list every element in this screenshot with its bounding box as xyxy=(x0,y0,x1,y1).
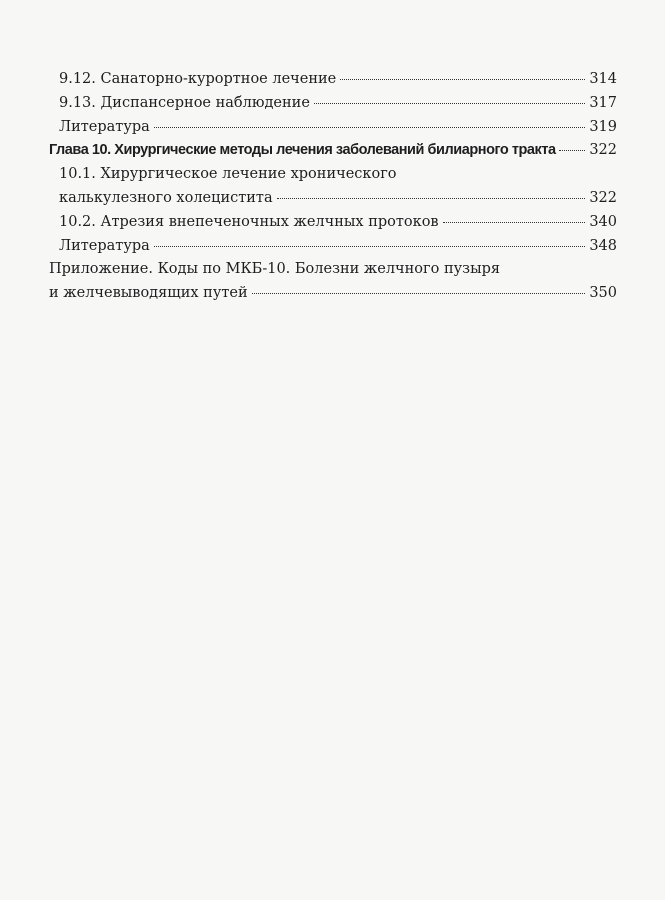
toc-entry-9-12[interactable] xyxy=(49,68,617,92)
toc-entry-literature-ch9[interactable] xyxy=(49,116,617,140)
dot-leader xyxy=(314,103,585,104)
toc-entry-page: 322 xyxy=(589,142,617,159)
toc-entry-title: 10.2. Атрезия внепеченочных желчных протоков xyxy=(59,213,439,230)
dot-leader xyxy=(154,246,586,247)
toc-entry-title: Литература xyxy=(59,118,150,135)
dot-leader xyxy=(559,150,586,151)
toc-entry-title: 9.13. Диспансерное наблюдение xyxy=(59,94,310,111)
toc-entry-page: 319 xyxy=(589,118,617,135)
toc-entry-title: 9.12. Санаторно-курортное лечение xyxy=(59,71,337,87)
toc-entry-9-13[interactable] xyxy=(49,92,617,116)
toc-entry-title: Литература xyxy=(59,237,150,254)
toc-entry-appendix[interactable] xyxy=(49,258,617,306)
table-of-contents xyxy=(49,68,617,306)
toc-entry-chapter-10[interactable] xyxy=(49,139,617,163)
dot-leader xyxy=(340,79,585,80)
toc-entry-title-line1: 10.1. Хирургическое лечение хронического xyxy=(59,166,397,183)
toc-chapter-title: Глава 10. Хирургические методы лечения заболеваний билиарного тракта xyxy=(49,142,556,159)
toc-entry-title-line2: и желчевыводящих путей xyxy=(49,285,248,302)
dot-leader xyxy=(277,198,586,199)
toc-entry-last-line xyxy=(59,187,617,211)
toc-entry-page: 314 xyxy=(589,71,617,87)
toc-entry-literature-ch10[interactable] xyxy=(49,235,617,259)
toc-entry-last-line xyxy=(49,282,617,306)
toc-entry-10-1[interactable] xyxy=(49,163,617,211)
dot-leader xyxy=(443,222,586,223)
toc-entry-page: 348 xyxy=(589,237,617,254)
toc-entry-page: 340 xyxy=(589,213,617,230)
toc-entry-page: 322 xyxy=(589,189,617,206)
toc-entry-title-line2: калькулезного холецистита xyxy=(59,189,273,206)
toc-entry-page: 317 xyxy=(589,94,617,111)
toc-entry-10-2[interactable] xyxy=(49,211,617,235)
dot-leader xyxy=(252,293,586,294)
toc-entry-page: 350 xyxy=(589,285,617,302)
toc-entry-title-line1: Приложение. Коды по МКБ-10. Болезни желчного пузыря xyxy=(49,261,501,278)
dot-leader xyxy=(154,127,586,128)
